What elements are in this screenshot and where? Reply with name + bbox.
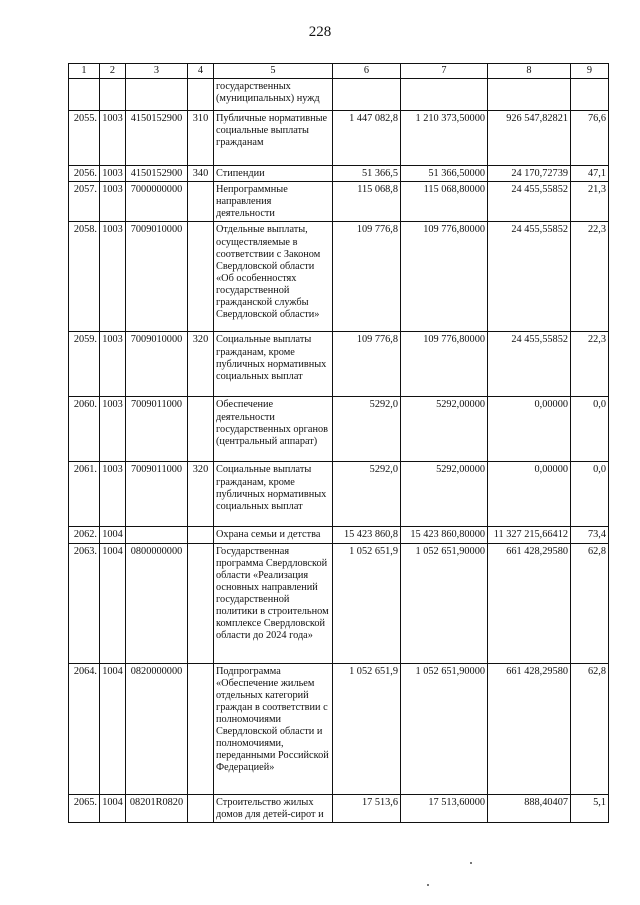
target-article-code: 0820000000	[126, 663, 188, 794]
item-name: Социальные выплаты гражданам, кроме публичных нормативных социальных выплат	[214, 462, 333, 527]
executed-amount: 661 428,29580	[488, 663, 571, 794]
expense-type-code	[188, 182, 214, 222]
refined-amount: 115 068,80000	[401, 182, 488, 222]
approved-amount	[333, 79, 401, 111]
item-name: Стипендии	[214, 166, 333, 182]
row-number: 2062.	[69, 527, 100, 543]
execution-percent: 47,1	[571, 166, 609, 182]
row-number: 2064.	[69, 663, 100, 794]
approved-amount: 15 423 860,8	[333, 527, 401, 543]
item-name: Охрана семьи и детства	[214, 527, 333, 543]
approved-amount: 109 776,8	[333, 222, 401, 332]
executed-amount: 24 455,55852	[488, 182, 571, 222]
approved-amount: 1 052 651,9	[333, 663, 401, 794]
executed-amount: 888,40407	[488, 794, 571, 822]
expense-type-code	[188, 663, 214, 794]
column-header-8: 8	[488, 64, 571, 79]
refined-amount: 109 776,80000	[401, 222, 488, 332]
column-header-4: 4	[188, 64, 214, 79]
table-row	[69, 397, 609, 462]
table-row	[69, 111, 609, 166]
table-row	[69, 332, 609, 397]
refined-amount: 109 776,80000	[401, 332, 488, 397]
executed-amount: 24 455,55852	[488, 332, 571, 397]
executed-amount: 661 428,29580	[488, 543, 571, 663]
section-code: 1004	[100, 794, 126, 822]
executed-amount: 0,00000	[488, 397, 571, 462]
target-article-code: 0800000000	[126, 543, 188, 663]
section-code: 1003	[100, 111, 126, 166]
item-name: Государственная программа Свердловской области «Реализация основных направлений государственной политики в строительном комплексе Свердловской области до 2024 года»	[214, 543, 333, 663]
expense-type-code	[188, 397, 214, 462]
section-code	[100, 79, 126, 111]
refined-amount: 1 210 373,50000	[401, 111, 488, 166]
execution-percent: 62,8	[571, 543, 609, 663]
row-number: 2063.	[69, 543, 100, 663]
approved-amount: 1 052 651,9	[333, 543, 401, 663]
refined-amount: 1 052 651,90000	[401, 543, 488, 663]
refined-amount	[401, 79, 488, 111]
section-code: 1003	[100, 222, 126, 332]
section-code: 1004	[100, 543, 126, 663]
table-row	[69, 527, 609, 543]
item-name: Отдельные выплаты, осуществляемые в соответствии с Законом Свердловской области «Об особенностях государственной гражданской службы Свердловской области»	[214, 222, 333, 332]
target-article-code	[126, 79, 188, 111]
column-header-6: 6	[333, 64, 401, 79]
executed-amount: 0,00000	[488, 462, 571, 527]
section-code: 1004	[100, 663, 126, 794]
target-article-code: 7009010000	[126, 332, 188, 397]
item-name: Непрограммные направления деятельности	[214, 182, 333, 222]
executed-amount: 24 455,55852	[488, 222, 571, 332]
execution-percent: 62,8	[571, 663, 609, 794]
table-row	[69, 794, 609, 822]
target-article-code: 7009011000	[126, 462, 188, 527]
scan-speck	[470, 862, 472, 864]
approved-amount: 109 776,8	[333, 332, 401, 397]
execution-percent: 0,0	[571, 397, 609, 462]
execution-percent: 0,0	[571, 462, 609, 527]
table-row	[69, 182, 609, 222]
approved-amount: 5292,0	[333, 397, 401, 462]
table-row	[69, 79, 609, 111]
target-article-code: 08201R0820	[126, 794, 188, 822]
table-row	[69, 166, 609, 182]
expense-type-code	[188, 527, 214, 543]
item-name: Подпрограмма «Обеспечение жильем отдельных категорий граждан в соответствии с полномочиями Свердловской области и полномочиями, переданными Российской Федерацией»	[214, 663, 333, 794]
target-article-code	[126, 527, 188, 543]
target-article-code: 7000000000	[126, 182, 188, 222]
execution-percent: 21,3	[571, 182, 609, 222]
column-header-5: 5	[214, 64, 333, 79]
table-row	[69, 543, 609, 663]
item-name: государственных (муниципальных) нужд	[214, 79, 333, 111]
table-row	[69, 462, 609, 527]
section-code: 1003	[100, 397, 126, 462]
row-number: 2055.	[69, 111, 100, 166]
section-code: 1003	[100, 462, 126, 527]
target-article-code: 7009010000	[126, 222, 188, 332]
column-header-9: 9	[571, 64, 609, 79]
expense-type-code: 320	[188, 332, 214, 397]
budget-table	[68, 63, 609, 823]
execution-percent: 5,1	[571, 794, 609, 822]
approved-amount: 1 447 082,8	[333, 111, 401, 166]
refined-amount: 15 423 860,80000	[401, 527, 488, 543]
row-number	[69, 79, 100, 111]
expense-type-code	[188, 79, 214, 111]
expense-type-code	[188, 794, 214, 822]
approved-amount: 51 366,5	[333, 166, 401, 182]
row-number: 2060.	[69, 397, 100, 462]
table-row	[69, 222, 609, 332]
row-number: 2057.	[69, 182, 100, 222]
expense-type-code: 310	[188, 111, 214, 166]
item-name: Обеспечение деятельности государственных органов (центральный аппарат)	[214, 397, 333, 462]
column-header-2: 2	[100, 64, 126, 79]
refined-amount: 5292,00000	[401, 462, 488, 527]
item-name: Публичные нормативные социальные выплаты гражданам	[214, 111, 333, 166]
item-name: Социальные выплаты гражданам, кроме публичных нормативных социальных выплат	[214, 332, 333, 397]
execution-percent: 73,4	[571, 527, 609, 543]
row-number: 2065.	[69, 794, 100, 822]
execution-percent: 22,3	[571, 222, 609, 332]
row-number: 2056.	[69, 166, 100, 182]
expense-type-code	[188, 543, 214, 663]
executed-amount: 926 547,82821	[488, 111, 571, 166]
approved-amount: 115 068,8	[333, 182, 401, 222]
item-name: Строительство жилых домов для детей-сирот и	[214, 794, 333, 822]
section-code: 1003	[100, 332, 126, 397]
executed-amount	[488, 79, 571, 111]
approved-amount: 5292,0	[333, 462, 401, 527]
refined-amount: 51 366,50000	[401, 166, 488, 182]
executed-amount: 24 170,72739	[488, 166, 571, 182]
refined-amount: 5292,00000	[401, 397, 488, 462]
scan-speck	[427, 884, 429, 886]
expense-type-code	[188, 222, 214, 332]
table-header-row	[69, 64, 609, 79]
execution-percent	[571, 79, 609, 111]
column-header-1: 1	[69, 64, 100, 79]
row-number: 2061.	[69, 462, 100, 527]
section-code: 1004	[100, 527, 126, 543]
section-code: 1003	[100, 166, 126, 182]
executed-amount: 11 327 215,66412	[488, 527, 571, 543]
column-header-3: 3	[126, 64, 188, 79]
target-article-code: 7009011000	[126, 397, 188, 462]
refined-amount: 1 052 651,90000	[401, 663, 488, 794]
section-code: 1003	[100, 182, 126, 222]
row-number: 2058.	[69, 222, 100, 332]
table-row	[69, 663, 609, 794]
execution-percent: 76,6	[571, 111, 609, 166]
expense-type-code: 320	[188, 462, 214, 527]
column-header-7: 7	[401, 64, 488, 79]
page-number: 228	[308, 24, 332, 40]
row-number: 2059.	[69, 332, 100, 397]
expense-type-code: 340	[188, 166, 214, 182]
refined-amount: 17 513,60000	[401, 794, 488, 822]
execution-percent: 22,3	[571, 332, 609, 397]
target-article-code: 4150152900	[126, 166, 188, 182]
target-article-code: 4150152900	[126, 111, 188, 166]
approved-amount: 17 513,6	[333, 794, 401, 822]
